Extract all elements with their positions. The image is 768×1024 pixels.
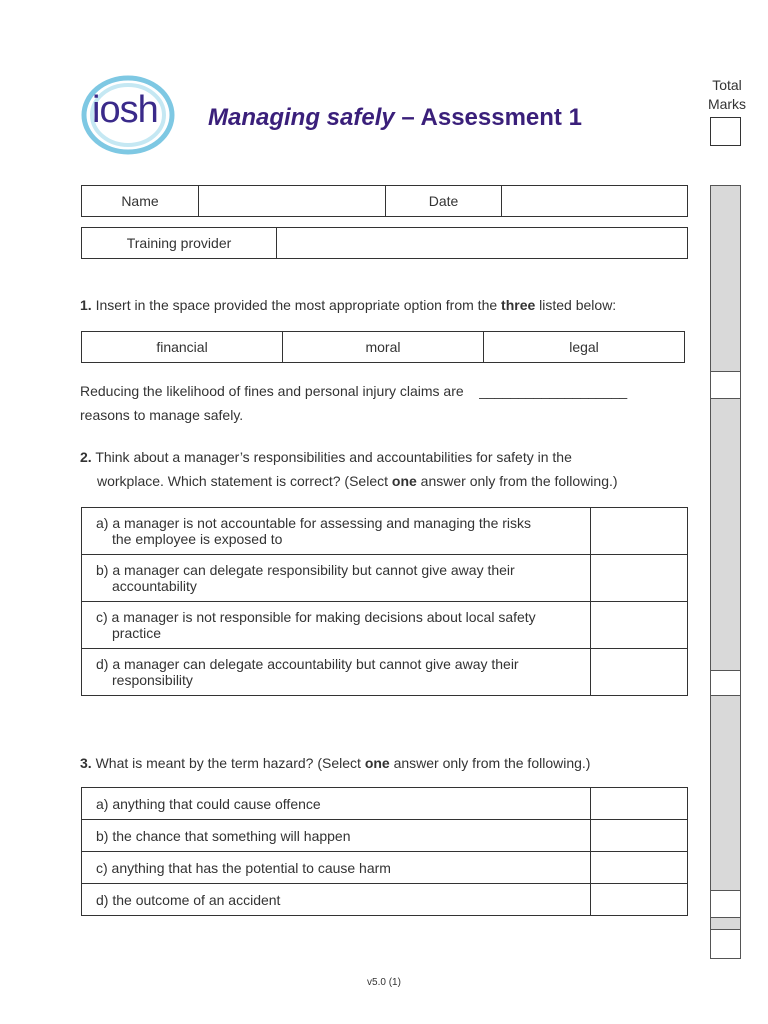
option-financial: financial xyxy=(82,332,283,363)
question-1-options xyxy=(81,331,685,363)
answer-d-text: d) the outcome of an accident xyxy=(82,884,591,916)
logo-text: iosh xyxy=(92,89,158,131)
question-1-marks-box[interactable] xyxy=(710,371,741,400)
answer-row xyxy=(82,788,688,820)
answer-a-box[interactable] xyxy=(591,508,688,555)
date-label: Date xyxy=(386,186,502,217)
name-field[interactable] xyxy=(199,186,386,217)
answer-d-text: d) a manager can delegate accountability but cannot give away their responsibility xyxy=(82,649,591,696)
answer-a-box[interactable] xyxy=(591,788,688,820)
answer-a-text: a) a manager is not accountable for assessing and managing the risks the employee is exposed to xyxy=(82,508,591,555)
name-date-table xyxy=(81,185,688,217)
answer-b-box[interactable] xyxy=(591,555,688,602)
answer-a-text: a) anything that could cause offence xyxy=(82,788,591,820)
answer-d-box[interactable] xyxy=(591,884,688,916)
question-2-text: 2. Think about a manager’s responsibilities and accountabilities for safety in the workplace. Which statement is correct? (Select one answer only from the following.) xyxy=(80,449,618,489)
answer-blank[interactable]: ___________________ xyxy=(479,383,628,399)
answer-c-text: c) anything that has the potential to cause harm xyxy=(82,852,591,884)
answer-row xyxy=(82,884,688,916)
name-label: Name xyxy=(82,186,199,217)
question-1-sentence: Reducing the likelihood of fines and personal injury claims are ___________________ reasons to manage safely. xyxy=(80,383,628,423)
question-3-text: 3. What is meant by the term hazard? (Select one answer only from the following.) xyxy=(80,755,591,771)
answer-b-text: b) a manager can delegate responsibility but cannot give away their accountability xyxy=(82,555,591,602)
answer-c-box[interactable] xyxy=(591,852,688,884)
answer-row xyxy=(82,852,688,884)
question-2-marks-box[interactable] xyxy=(710,670,741,697)
option-legal: legal xyxy=(484,332,685,363)
question-3-answers xyxy=(81,787,688,916)
total-marks-label: Total Marks xyxy=(707,77,747,112)
answer-b-box[interactable] xyxy=(591,820,688,852)
total-marks-box[interactable] xyxy=(710,117,741,146)
answer-row xyxy=(82,649,688,696)
marks-column-shade xyxy=(710,185,741,373)
marks-column-shade xyxy=(710,398,741,672)
version-footer: v5.0 (1) xyxy=(367,977,401,988)
iosh-logo xyxy=(80,75,176,155)
page-title: Managing safely – Assessment 1 xyxy=(208,104,582,131)
answer-c-box[interactable] xyxy=(591,602,688,649)
answer-c-text: c) a manager is not responsible for making decisions about local safety practice xyxy=(82,602,591,649)
question-3-marks-box[interactable] xyxy=(710,890,741,919)
page-marks-box[interactable] xyxy=(710,929,741,959)
answer-b-text: b) the chance that something will happen xyxy=(82,820,591,852)
date-field[interactable] xyxy=(502,186,688,217)
training-provider-label: Training provider xyxy=(82,228,277,259)
answer-row xyxy=(82,508,688,555)
marks-column-shade xyxy=(710,695,741,892)
question-2-answers xyxy=(81,507,688,696)
provider-table xyxy=(81,227,688,259)
training-provider-field[interactable] xyxy=(277,228,688,259)
answer-d-box[interactable] xyxy=(591,649,688,696)
answer-row xyxy=(82,602,688,649)
answer-row xyxy=(82,820,688,852)
question-1-text: 1. Insert in the space provided the most appropriate option from the three listed below: xyxy=(80,297,617,313)
option-moral: moral xyxy=(283,332,484,363)
answer-row xyxy=(82,555,688,602)
